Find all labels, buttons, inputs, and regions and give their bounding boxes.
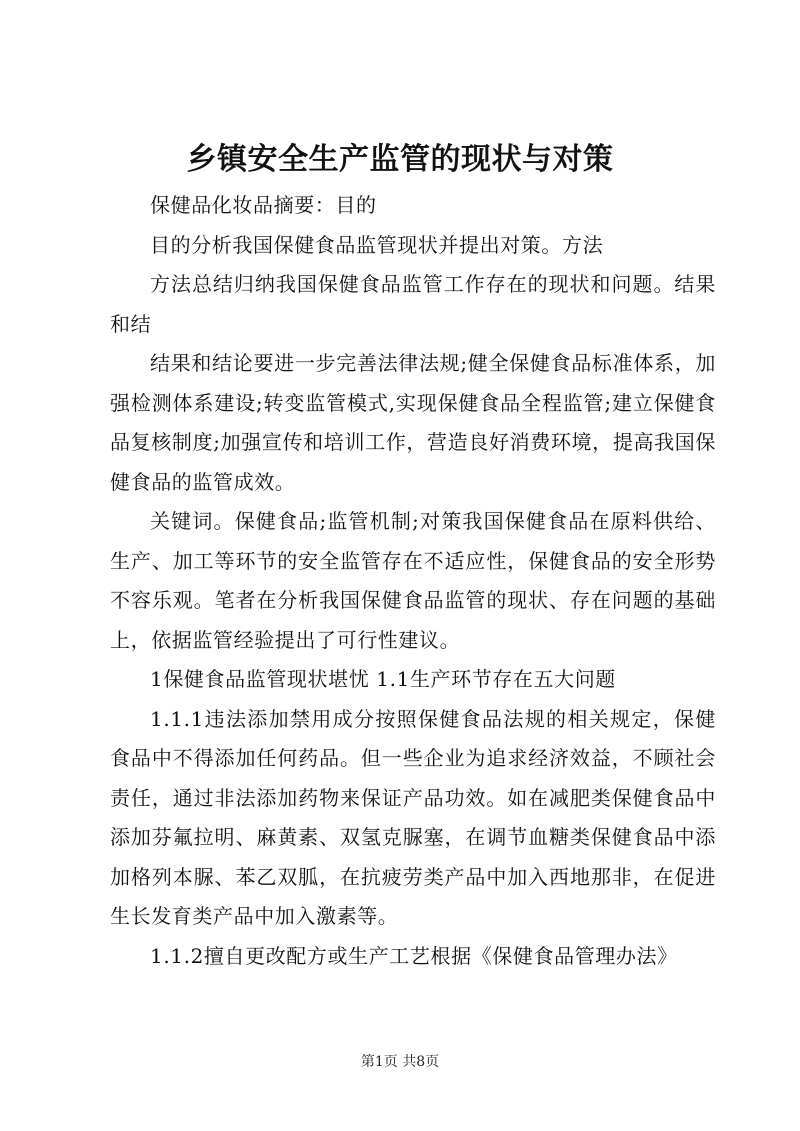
- paragraph-section-1-1-2: 1.1.2擅自更改配方或生产工艺根据《保健食品管理办法》: [150, 943, 678, 968]
- document-body: [110, 186, 716, 976]
- paragraph-abstract-heading: 保健品化妆品摘要：目的: [150, 193, 377, 217]
- section-heading-1: 1保健食品监管现状堪忧 1.1生产环节存在五大问题: [150, 667, 616, 691]
- paragraph-section-1-1-1: 1.1.1违法添加禁用成分按照保健食品法规的相关规定，保健食品中不得添加任何药品。但一些企业为追求经济效益，不顾社会责任，通过非法添加药物来保证产品功效。如在减肥类保健食品中添加芬氟拉明、麻黄素、双氢克脲塞，在调节血糖类保健食品中添加格列本脲、苯乙双胍，在抗疲劳类产品中加入西地那非，在促进生长发育类产品中加入激素等。: [110, 706, 716, 928]
- paragraph-keywords: 关键词。保健食品;监管机制;对策我国保健食品在原料供给、生产、加工等环节的安全监管存在不适应性，保健食品的安全形势不容乐观。笔者在分析我国保健食品监管的现状、存在问题的基础上，依据监管经验提出了可行性建议。: [110, 509, 716, 652]
- document-title: 乡镇安全生产监管的现状与对策: [186, 142, 614, 177]
- paragraph-objective: 目的分析我国保健食品监管现状并提出对策。方法: [150, 232, 604, 257]
- paragraph-method: 方法总结归纳我国保健食品监管工作存在的现状和问题。结果和结: [110, 272, 716, 336]
- paragraph-results: 结果和结论要进一步完善法律法规;健全保健食品标准体系，加强检测体系建设;转变监管模式,实现保健食品全程监管;建立保健食品复核制度;加强宣传和培训工作，营造良好消费环境，提高我国保健食品的监管成效。: [110, 351, 716, 494]
- page-footer: 第1页 共8页: [360, 1054, 440, 1070]
